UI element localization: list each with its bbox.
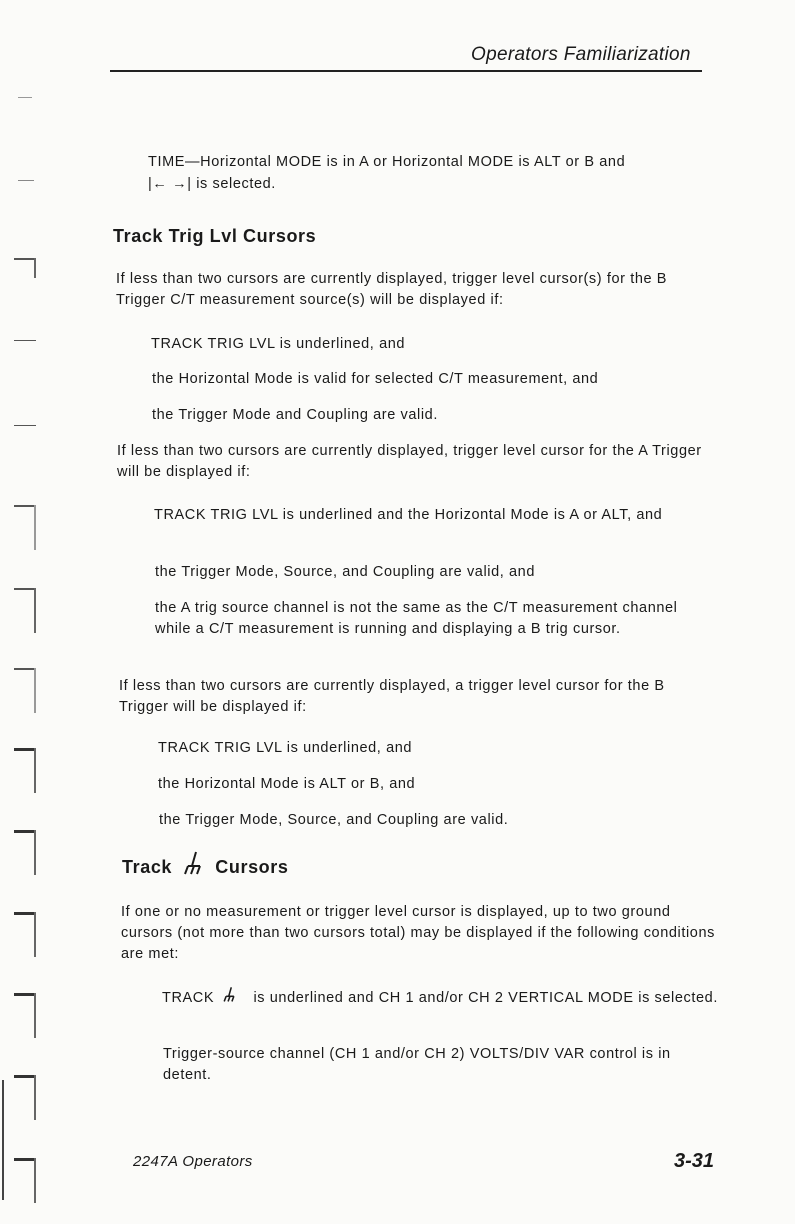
footer-page-number: 3-31 [674, 1150, 715, 1172]
list2-item-3: the A trig source channel is not the same as the C/T measurement channel while a C/T measurement is running and displaying a B trig cursor. [155, 600, 678, 637]
list1-item-1: TRACK TRIG LVL is underlined, and [151, 336, 406, 352]
list1-item-2: the Horizontal Mode is valid for selected C/T measurement, and [152, 371, 599, 387]
intro-line-2-text: is selected. [196, 176, 276, 192]
heading-cursors-text: Cursors [215, 857, 289, 877]
list3-item-2: the Horizontal Mode is ALT or B, and [158, 776, 416, 792]
section2-item-1 [162, 988, 718, 1009]
intro-line-2 [148, 174, 276, 195]
section1-paragraph-3: If less than two cursors are currently displayed, a trigger level cursor for the B Trigger will be displayed if: [119, 678, 665, 715]
item1-text: is underlined and CH 1 and/or CH 2 VERTICAL MODE is selected. [253, 990, 718, 1006]
ground-symbol-icon [221, 986, 239, 1004]
header-rule [110, 70, 702, 72]
section2-item-2: Trigger-source channel (CH 1 and/or CH 2) VOLTS/DIV VAR control is in detent. [163, 1046, 671, 1083]
list1-item-3: the Trigger Mode and Coupling are valid. [152, 407, 438, 423]
list2-item-2: the Trigger Mode, Source, and Coupling are valid, and [155, 564, 536, 580]
intro-line-1: TIME—Horizontal MODE is in A or Horizontal MODE is ALT or B and [148, 154, 626, 170]
footer-manual-title: 2247A Operators [133, 1153, 253, 1170]
section1-paragraph-1: If less than two cursors are currently displayed, trigger level cursor(s) for the B Trigger C/T measurement source(s) will be displayed if: [116, 271, 668, 308]
section-heading-track-ground [122, 857, 289, 878]
heading-track-text: Track [122, 857, 173, 877]
position-arrows-symbol: |← →| [148, 176, 192, 192]
section2-paragraph-1: If one or no measurement or trigger level cursor is displayed, up to two ground cursors (not more than two cursors total) may be displayed if the following conditions are met: [121, 904, 715, 962]
item1-track-text: TRACK [162, 990, 215, 1006]
list3-item-3: the Trigger Mode, Source, and Coupling are valid. [159, 812, 509, 828]
list2-item-1: TRACK TRIG LVL is underlined and the Horizontal Mode is A or ALT, and [154, 507, 663, 523]
ground-symbol-icon [180, 850, 208, 878]
list3-item-1: TRACK TRIG LVL is underlined, and [158, 740, 413, 756]
section-heading-track-trig-lvl: Track Trig Lvl Cursors [113, 226, 317, 246]
section1-paragraph-2: If less than two cursors are currently displayed, trigger level cursor for the A Trigger will be displayed if: [117, 443, 702, 480]
binding-margin [0, 0, 40, 1224]
header-title: Operators Familiarization [471, 44, 691, 65]
